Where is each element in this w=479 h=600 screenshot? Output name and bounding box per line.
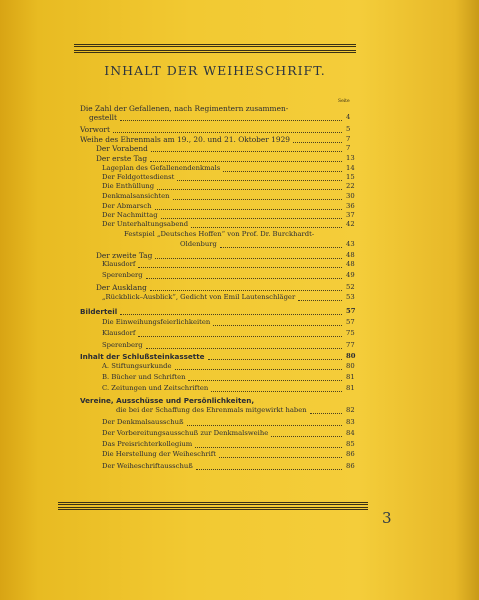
dotted-leader: [120, 114, 342, 121]
toc-entry-title: Der Nachmittag: [102, 211, 158, 219]
dotted-leader: [155, 203, 342, 210]
toc-entry-page: 15: [346, 173, 355, 181]
dotted-leader: [150, 155, 342, 162]
toc-entry-title: Die Herstellung der Weiheschrift: [102, 450, 217, 458]
dotted-leader: [146, 342, 342, 349]
toc-entry-page: 77: [346, 341, 355, 349]
toc-entry-page: 43: [346, 240, 355, 248]
toc-entry-title: Denkmalsansichten: [102, 192, 170, 200]
toc-entry-page: 86: [346, 462, 355, 470]
dotted-leader: [310, 407, 342, 414]
toc-entry-page: 81: [346, 384, 355, 392]
toc-entry-page: 48: [346, 251, 355, 259]
toc-entry-page: 86: [346, 450, 355, 458]
toc-entry-title: Der Vorabend: [96, 144, 148, 153]
toc-entry-title: Inhalt der Schlußsteinkassette: [80, 352, 205, 361]
toc-entry-page: 84: [346, 429, 355, 437]
toc-entry-page: 13: [346, 154, 355, 162]
toc-entry-title: Der Abmarsch: [102, 202, 152, 210]
dotted-leader: [195, 441, 342, 448]
toc-entry-page: 7: [346, 135, 351, 143]
toc-entry-title: die bei der Schaffung des Ehrenmals mitgewirkt haben: [116, 406, 307, 414]
dotted-leader: [120, 308, 342, 315]
toc-entry-page: 22: [346, 182, 355, 190]
toc-entry-page: 49: [346, 271, 355, 279]
bottom-rule-2: [58, 507, 368, 510]
toc-entry-page: 14: [346, 164, 355, 172]
toc-entry-page: 83: [346, 418, 355, 426]
dotted-leader: [191, 221, 342, 228]
toc-entry-page: 80: [346, 352, 356, 360]
toc-entry-title: Oldenburg: [180, 240, 217, 248]
toc-entry-title: Lageplan des Gefallenendenkmals: [102, 164, 221, 172]
toc-entry-title: Der Vorbereitungsausschuß zur Denkmalsweihe: [102, 429, 269, 437]
toc-entry-title: Die Enthüllung: [102, 182, 155, 190]
dotted-leader: [213, 319, 342, 326]
toc-entry-title: Klausdorf: [102, 260, 136, 268]
toc-entry-title: gestellt: [89, 113, 117, 122]
toc-entry-title: Der Feldgottesdienst: [102, 173, 175, 181]
toc-entry-title: Die Einweihungsfeierlichkeiten: [102, 318, 211, 326]
dotted-leader: [113, 126, 342, 133]
dotted-leader: [151, 145, 342, 152]
toc-entry-page: 42: [346, 220, 355, 228]
toc-entry-title: C. Zeitungen und Zeitschriften: [102, 384, 209, 392]
toc-entry-page: 57: [346, 307, 356, 315]
toc-entry-page: 52: [346, 283, 355, 291]
dotted-leader: [196, 463, 342, 470]
toc-entry-title: Der erste Tag: [96, 154, 148, 163]
toc-entry-title: Weihe des Ehrenmals am 19., 20. und 21. Oktober 1929: [80, 135, 290, 144]
toc-entry-page: 82: [346, 406, 355, 414]
toc-entry-page: 4: [346, 113, 351, 121]
page-column-label: Seite: [338, 99, 350, 104]
dotted-leader: [211, 385, 342, 392]
toc-entry-page: 85: [346, 440, 355, 448]
dotted-leader: [157, 183, 342, 190]
dotted-leader: [219, 451, 342, 458]
page-title: INHALT DER WEIHESCHRIFT.: [104, 63, 326, 78]
toc-entry-page: 48: [346, 260, 355, 268]
dotted-leader: [220, 241, 342, 248]
dotted-leader: [188, 374, 342, 381]
dotted-leader: [175, 363, 342, 370]
dotted-leader: [187, 419, 342, 426]
dotted-leader: [208, 353, 342, 360]
dotted-leader: [173, 193, 342, 200]
toc-entry-title: Bilderteil: [80, 307, 118, 316]
toc-entry-title: „Rückblick–Ausblick“, Gedicht von Emil Lautenschläger: [102, 293, 296, 301]
toc-entry-title: Der Ausklang: [96, 283, 147, 292]
top-rule: [74, 44, 356, 47]
toc-entry-page: 75: [346, 329, 355, 337]
toc-entry-page: 81: [346, 373, 355, 381]
dotted-leader: [138, 330, 342, 337]
dotted-leader: [138, 261, 342, 268]
toc-entry-title: Der zweite Tag: [96, 251, 153, 260]
toc-entry-title: B. Bücher und Schriften: [102, 373, 186, 381]
toc-entry-page: 5: [346, 125, 351, 133]
page-number: 3: [382, 509, 392, 527]
top-rule-2: [74, 50, 356, 53]
toc-entry-title: Das Preisrichterkollegium: [102, 440, 193, 448]
toc-entry-title: Die Zahl der Gefallenen, nach Regimentern zusammen-: [80, 104, 289, 113]
dotted-leader: [293, 136, 342, 143]
dotted-leader: [155, 252, 342, 259]
dotted-leader: [223, 165, 342, 172]
toc-entry-title: Der Weiheschriftausschuß: [102, 462, 193, 470]
dotted-leader: [161, 212, 342, 219]
toc-entry-page: 37: [346, 211, 355, 219]
toc-entry-page: 80: [346, 362, 355, 370]
toc-entry-page: 53: [346, 293, 355, 301]
toc-entry-title: Vereine, Ausschüsse und Persönlichkeiten,: [80, 396, 255, 405]
dotted-leader: [146, 272, 342, 279]
bottom-rule: [58, 502, 368, 505]
toc-entry-title: Der Denkmalsausschuß: [102, 418, 184, 426]
dotted-leader: [177, 174, 342, 181]
dotted-leader: [298, 294, 342, 301]
toc-entry-title: Klausdorf: [102, 329, 136, 337]
toc-entry-title: Der Unterhaltungsabend: [102, 220, 189, 228]
dotted-leader: [271, 430, 342, 437]
toc-entry-page: 30: [346, 192, 355, 200]
dotted-leader: [150, 284, 342, 291]
toc-entry-title: Sperenberg: [102, 341, 143, 349]
toc-entry-title: Sperenberg: [102, 271, 143, 279]
toc-entry-title: A. Stiftungsurkunde: [102, 362, 172, 370]
toc-entry-page: 36: [346, 202, 355, 210]
toc-entry-title: Festspiel „Deutsches Hoffen“ von Prof. Dr. Burckhardt-: [124, 230, 315, 238]
toc-entry-page: 57: [346, 318, 355, 326]
toc-entry-page: 7: [346, 144, 351, 152]
toc-entry-title: Vorwort: [80, 125, 110, 134]
